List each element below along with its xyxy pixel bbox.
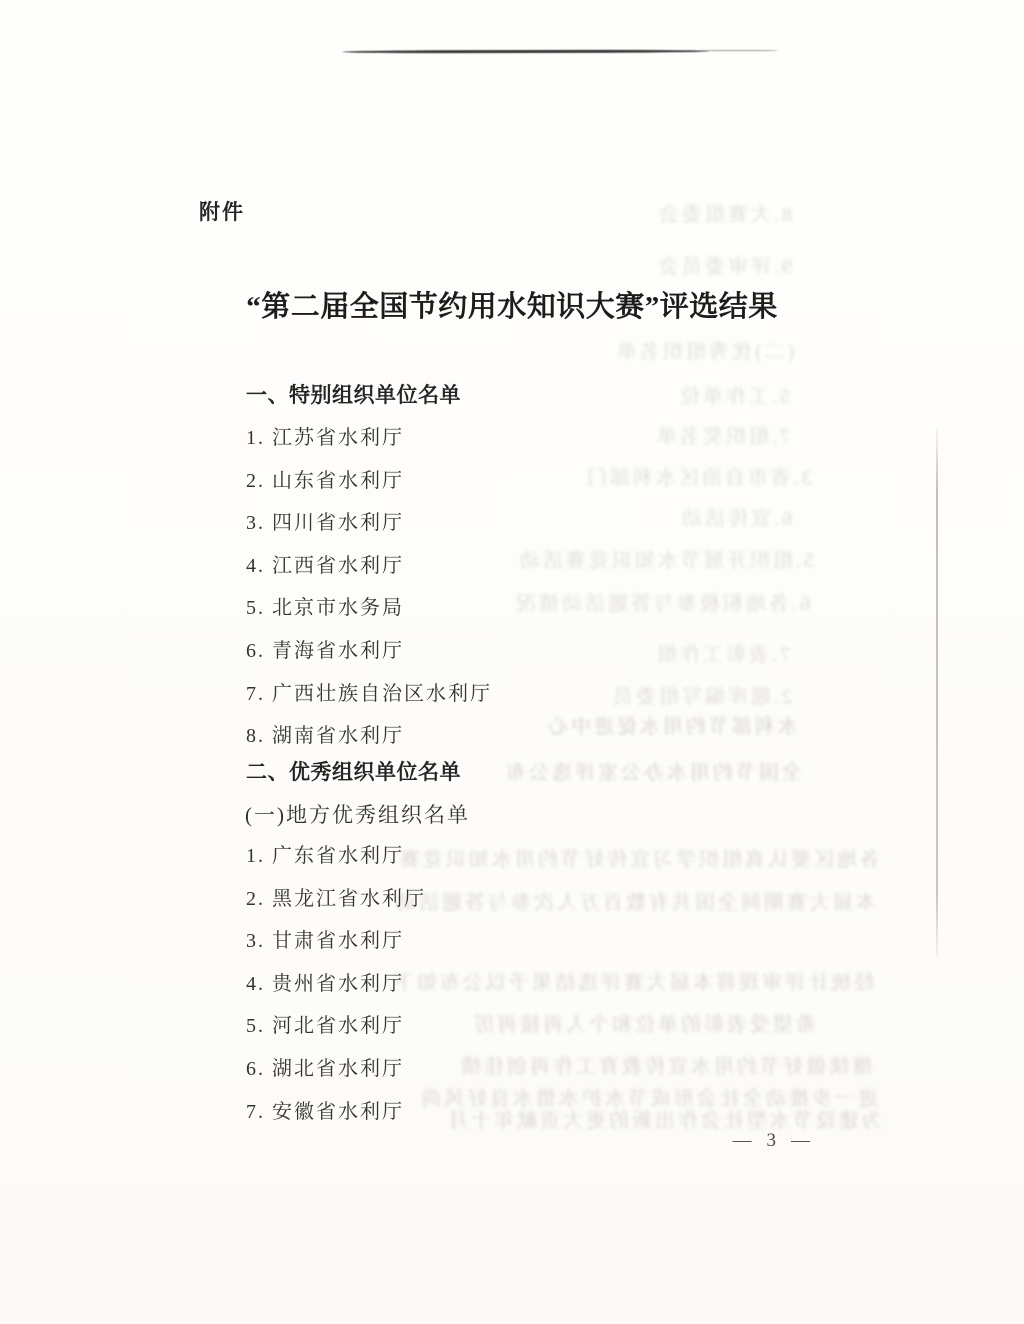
list-item: 8. 湖南省水利厅 — [246, 725, 404, 748]
list-item: 4. 江西省水利厅 — [246, 554, 404, 577]
page-number-value: 3 — [766, 1130, 777, 1151]
bleed-through-text: 9.评审委员会 — [656, 256, 792, 278]
page-number-dash: — — [732, 1130, 753, 1151]
special-organizations-list — [246, 421, 492, 762]
list-item: 6. 湖北省水利厅 — [246, 1057, 404, 1080]
section-2-heading: 二、优秀组织单位名单 — [246, 761, 461, 784]
bleed-through-text: 6.宣传活动 — [679, 508, 792, 530]
bleed-through-text: 进一步推动全社会形成节水护水惜水良好风尚 — [418, 1088, 878, 1110]
bleed-through-text: 全国节约用水办公室评选公布 — [503, 762, 802, 784]
subsection-heading: (一)地方优秀组织名单 — [245, 803, 470, 827]
list-item: 7. 安徽省水利厅 — [246, 1100, 404, 1123]
scan-artifact-line-tail — [700, 50, 778, 51]
attachment-label: 附件 — [199, 201, 245, 224]
bleed-through-text: 经统计评审现将本届大赛评选结果予以公布如下 — [391, 972, 874, 994]
page-number-dash: — — [791, 1130, 811, 1151]
bleed-through-text: 为建设节水型社会作出新的更大贡献年十月 — [445, 1110, 882, 1132]
bleed-through-text: 希望受表彰的单位和个人再接再厉 — [471, 1014, 816, 1036]
list-item: 3. 甘肃省水利厅 — [246, 930, 404, 953]
list-item: 1. 广东省水利厅 — [246, 845, 404, 867]
page-number — [719, 1130, 826, 1152]
bleed-through-text: 3.省市自治区水利部门 — [584, 467, 812, 489]
bleed-through-text: 7.表彰工作组 — [654, 644, 790, 666]
list-item: 6. 青海省水利厅 — [246, 639, 404, 662]
list-item: 3. 四川省水利厅 — [246, 512, 404, 535]
document-title: “第二届全国节约用水知识大赛”评选结果 — [246, 291, 778, 323]
bleed-through-text: 5.工作单位 — [677, 386, 790, 408]
bleed-through-text: 继续做好节约用水宣传教育工作再创佳绩 — [458, 1056, 872, 1078]
scan-artifact-line — [342, 50, 710, 53]
bleed-through-text: 8.大赛组委会 — [656, 204, 792, 226]
list-item: 5. 河北省水利厅 — [246, 1015, 404, 1038]
excellent-organizations-list — [246, 839, 426, 1137]
list-item: 1. 江苏省水利厅 — [246, 427, 404, 449]
page-fold-line — [936, 428, 938, 958]
section-1-heading: 一、特别组织单位名单 — [246, 384, 461, 407]
bleed-through-text: 6.各地积极参与答题活动情况 — [513, 593, 810, 615]
bleed-through-text: 2.题库编写组委员 — [610, 686, 792, 708]
bleed-through-text: 本届大赛期间全国共有数百万人次参与答题活动 — [393, 892, 876, 914]
list-item: 4. 贵州省水利厅 — [246, 972, 404, 995]
bleed-through-text: 水利部节约用水促进中心 — [545, 716, 798, 738]
list-item: 7. 广西壮族自治区水利厅 — [246, 682, 492, 705]
bleed-through-text: (二)优秀组织名单 — [613, 341, 794, 363]
bleed-through-text: 5.组织开展节水知识竞赛活动 — [517, 550, 814, 572]
list-item: 2. 山东省水利厅 — [246, 469, 404, 492]
list-item: 5. 北京市水务局 — [246, 597, 404, 620]
list-item: 2. 黑龙江省水利厅 — [246, 887, 426, 910]
bleed-through-text: 7.组织奖名单 — [654, 426, 790, 448]
bleed-through-text: 各地区要认真组织学习宣传好节约用水知识竞赛 — [397, 849, 880, 871]
